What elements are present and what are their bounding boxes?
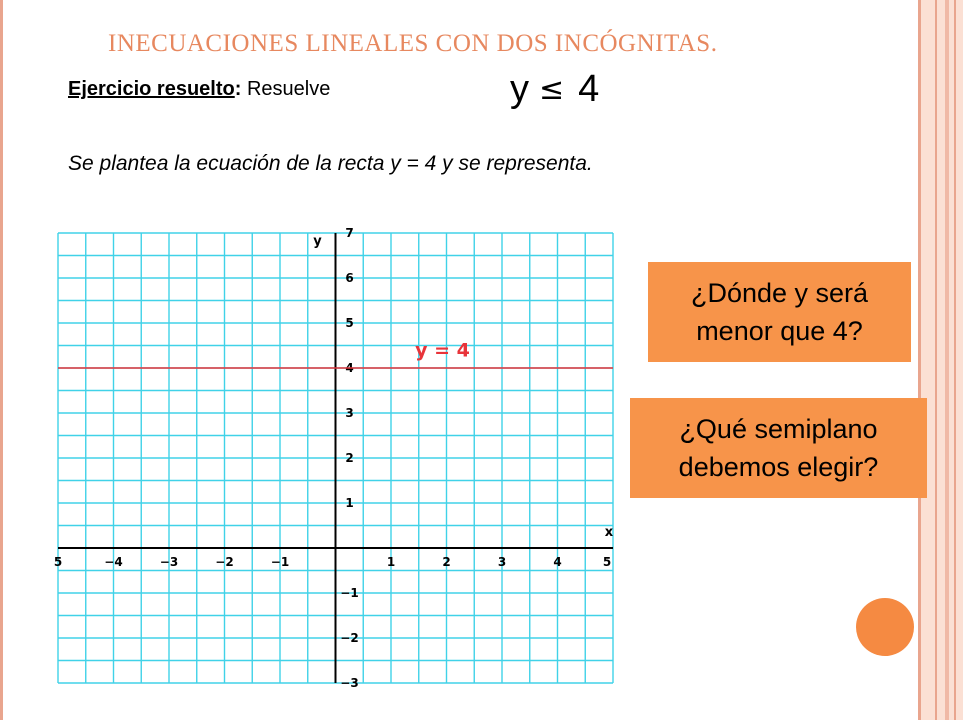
y-tick-label: 1 <box>345 496 354 510</box>
y-tick-label: 4 <box>345 361 354 375</box>
line-label: y = 4 <box>415 339 470 362</box>
x-tick-label: −1 <box>270 555 290 569</box>
x-tick-label: −2 <box>215 555 234 569</box>
y-tick-label: 6 <box>345 271 354 285</box>
x-tick-label: 4 <box>553 555 562 569</box>
x-axis-label: x <box>604 525 614 540</box>
callout-2-line2: debemos elegir? <box>678 452 879 482</box>
inequality <box>510 68 599 111</box>
navigation-circle-button[interactable] <box>856 598 914 656</box>
x-tick-label: −3 <box>159 555 179 569</box>
y-tick-label: −2 <box>340 631 359 645</box>
x-tick-label: 1 <box>386 555 396 569</box>
x-tick-label: −4 <box>104 555 123 569</box>
x-tick-label: 3 <box>497 555 507 569</box>
left-border <box>0 0 3 720</box>
callout-1-line2: menor que 4? <box>696 316 863 346</box>
callout-question-2 <box>630 398 927 498</box>
exercise-label: Ejercicio resuelto <box>68 78 235 100</box>
slide-title: INECUACIONES LINEALES CON DOS INCÓGNITAS. <box>108 30 718 57</box>
x-tick-label: 5 <box>53 555 63 569</box>
x-tick-label: 2 <box>442 555 451 569</box>
callout-2-line1: ¿Qué semiplano <box>679 414 878 444</box>
y-tick-label: 5 <box>345 316 354 330</box>
right-border-decoration <box>918 0 963 720</box>
inequality-rhs: 4 <box>578 68 600 110</box>
y-tick-label: −1 <box>340 586 359 600</box>
inequality-lhs: y <box>510 68 529 110</box>
exercise-statement <box>68 78 330 101</box>
y-tick-label: 2 <box>345 451 354 465</box>
y-tick-label: −3 <box>340 676 359 690</box>
y-tick-label: 3 <box>345 406 354 420</box>
callout-question-1 <box>648 262 911 362</box>
y-tick-label: 7 <box>345 226 354 240</box>
callout-1-line1: ¿Dónde y será <box>690 278 869 308</box>
exercise-text: Resuelve <box>241 78 331 100</box>
inequality-relation: ≤ <box>539 72 565 107</box>
coordinate-plane-chart <box>53 226 621 690</box>
x-tick-label: 5 <box>602 555 612 569</box>
subtitle: Se plantea la ecuación de la recta y = 4 y se representa. <box>68 152 593 175</box>
y-axis-label: y <box>313 234 322 249</box>
exercise-colon: : <box>234 78 242 100</box>
